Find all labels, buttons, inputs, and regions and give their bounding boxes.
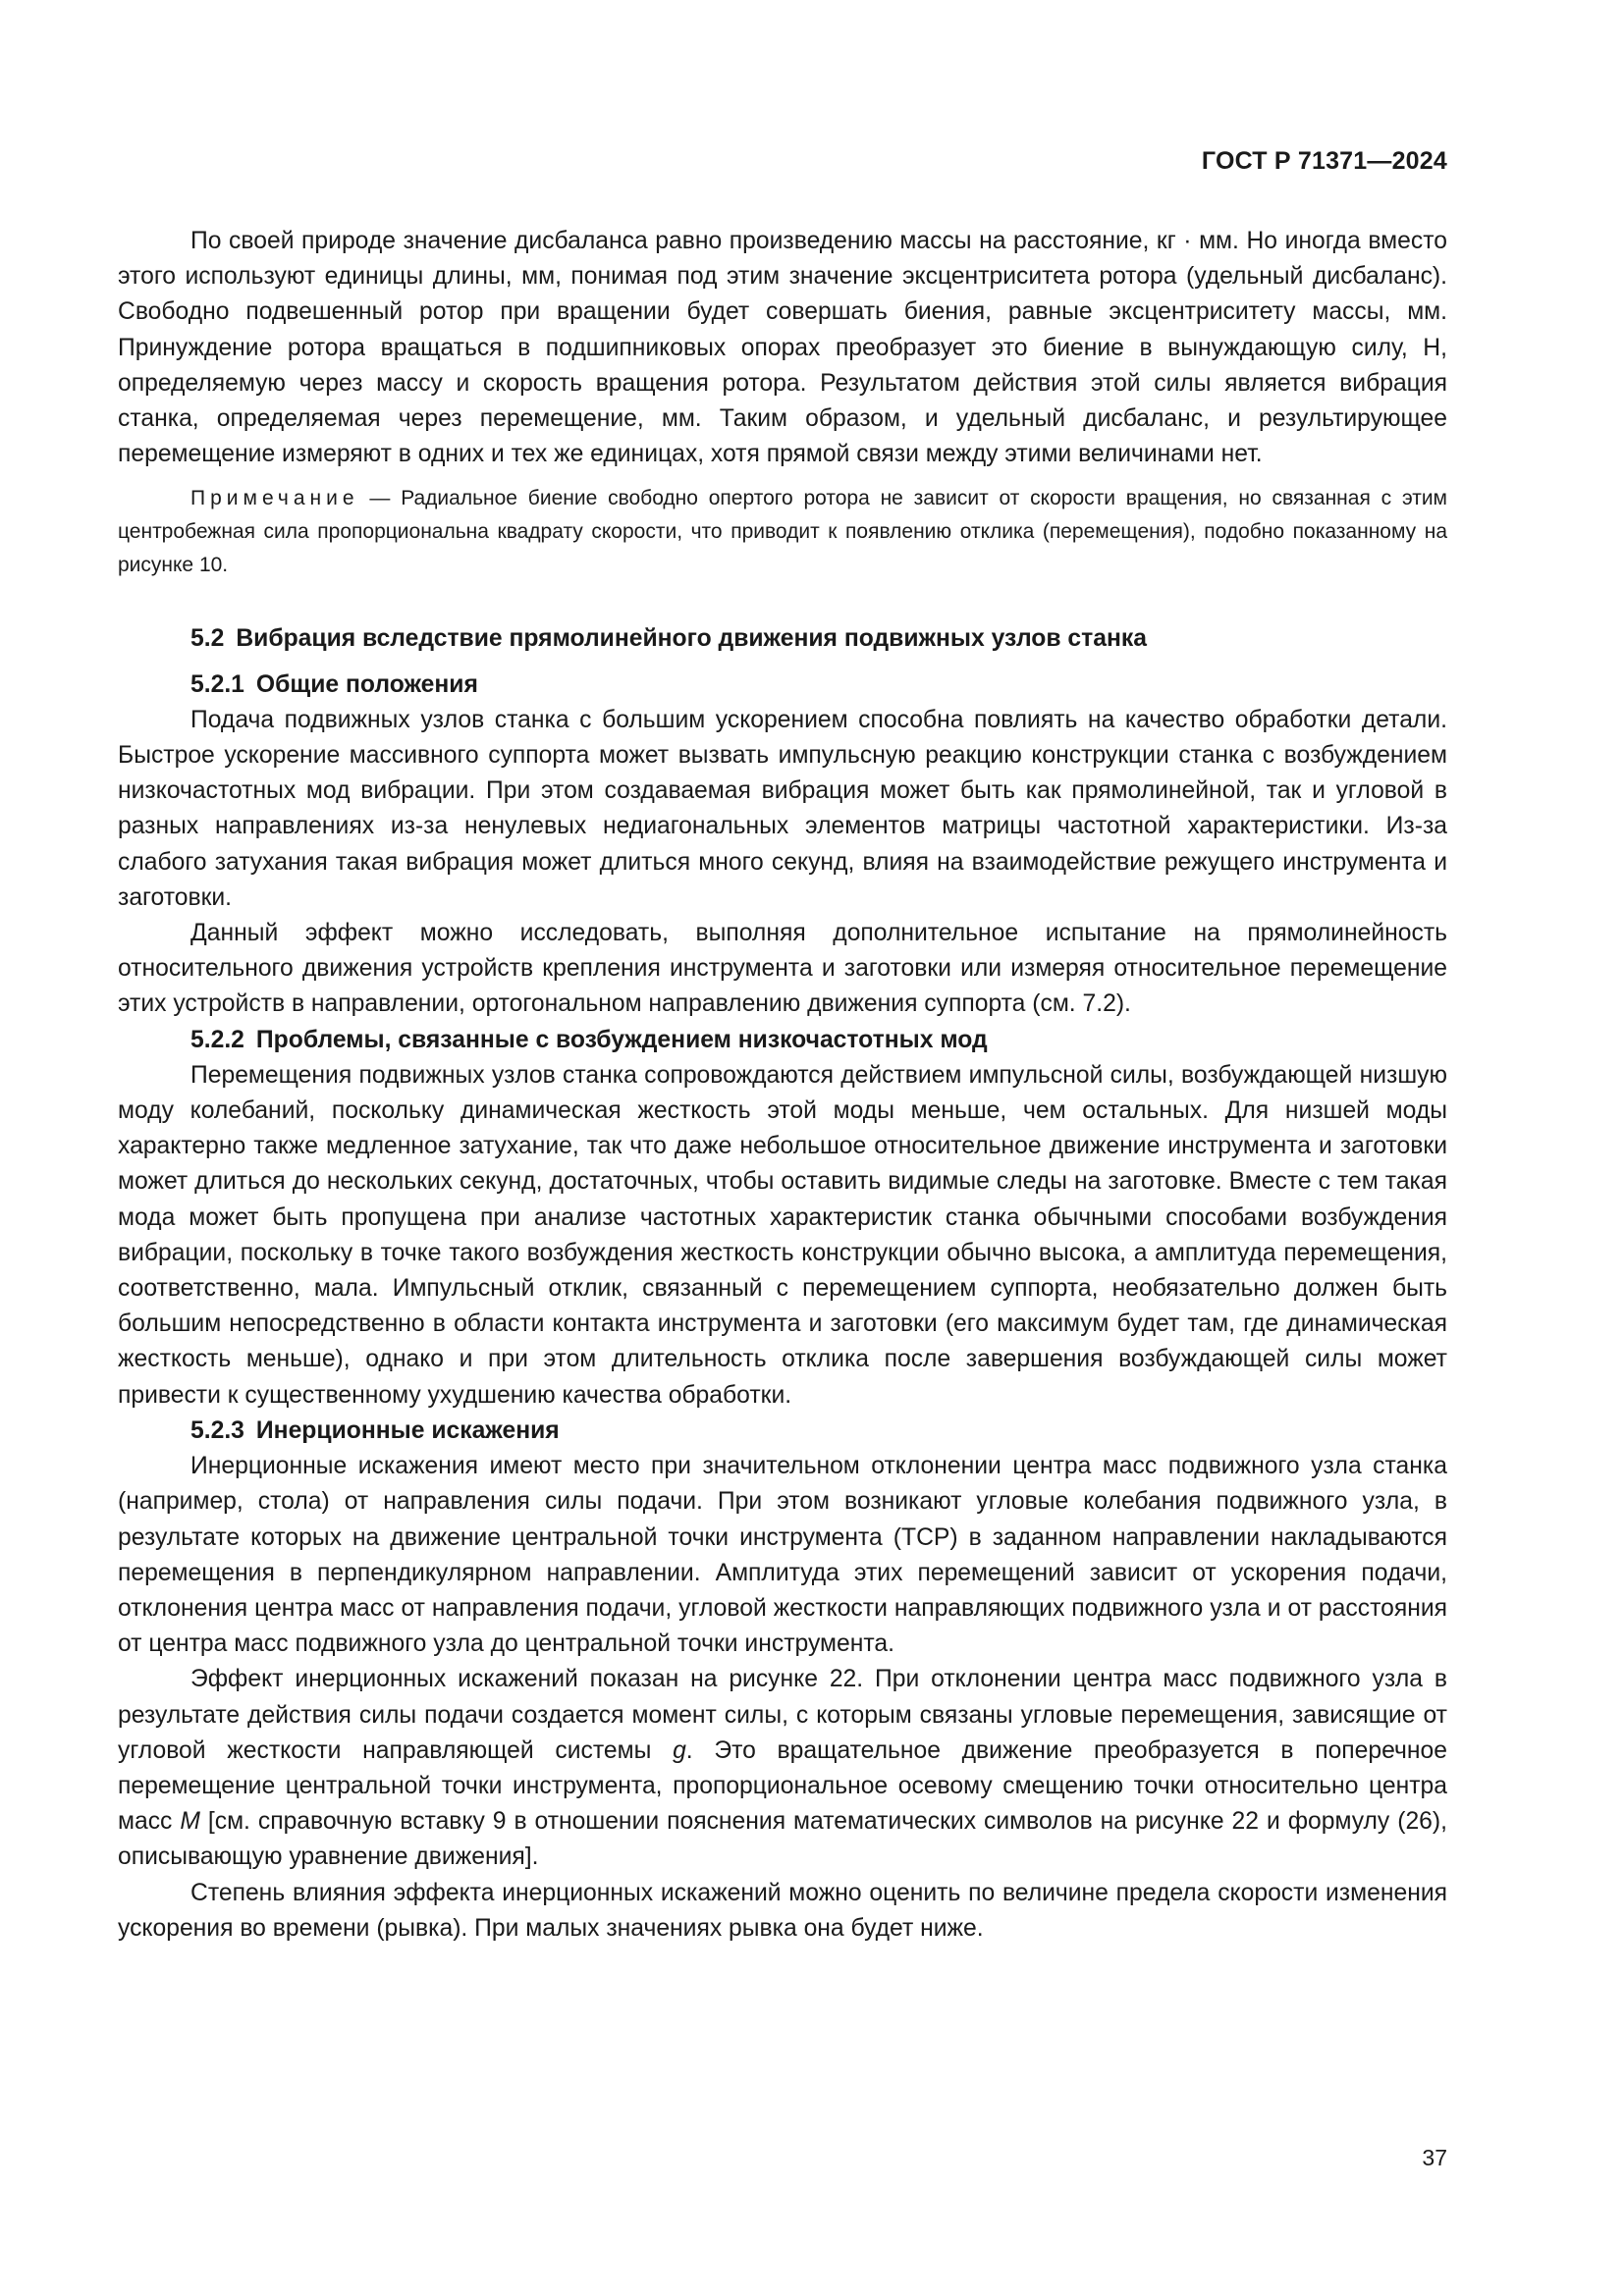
section-heading-5-2-3 — [118, 1414, 1447, 1449]
section-title: Проблемы, связанные с возбуждением низкочастотных мод — [255, 1026, 988, 1053]
section-number: 5.2.3 — [190, 1416, 244, 1444]
page-number: 37 — [1422, 2145, 1447, 2170]
standard-header: ГОСТ Р 71371—2024 — [1201, 147, 1447, 175]
section-number: 5.2.2 — [190, 1026, 244, 1053]
section-number: 5.2.1 — [190, 670, 244, 698]
paragraph-effect-investigation: Данный эффект можно исследовать, выполняя дополнительное испытание на прямолинейность относительного движения устройств крепления инструмента и заготовки или измеряя относительное перемещение этих устройств в направлении, ортогональном направлению движения суппорта (см. 7.2). — [118, 920, 1447, 1018]
paragraph-fast-acceleration: Подача подвижных узлов станка с большим ускорением способна повлиять на качество обработки детали. Быстрое ускорение массивного суппорта может вызвать импульсную реакцию конструкции станка с возбуждением низкочастотных мод вибрации. При этом создаваемая вибрация может быть как прямолинейной, так и угловой в разных направлениях из-за ненулевых недиагональных элементов матрицы частотной характеристики. Из-за слабого затухания такая вибрация может длиться много секунд, влияя на взаимодействие режущего инструмента и заготовки. — [118, 706, 1447, 911]
section-heading-5-2-1 — [118, 667, 1447, 703]
text-segment: [см. справочную вставку 9 в отношении пояснения математических символов на рисунке 22 и формулу (26), описывающую уравнение движения]. — [118, 1808, 1447, 1871]
section-title: Вибрация вследствие прямолинейного движения подвижных узлов станка — [236, 625, 1147, 653]
text-segment: Эффект инерционных искажений показан на рисунке 22. При отклонении центра масс подвижного узла в результате действия силы подачи создается момент силы, с которым связаны угловые перемещения, зависящие от угловой жесткости направляющей системы — [118, 1666, 1447, 1764]
section-title: Инерционные искажения — [255, 1416, 560, 1444]
symbol-M: M — [180, 1808, 200, 1836]
note-text: — Радиальное биение свободно опертого ротора не зависит от скорости вращения, но связанная с этим центробежная сила пропорциональна квадрату скорости, что приводит к появлению отклика (перемещения), подобно показанному на рисунке 10. — [118, 487, 1447, 577]
paragraph-inertial-distortions: Инерционные искажения имеют место при значительном отклонении центра масс подвижного узла станка (например, стола) от направления силы подачи. При этом возникают угловые колебания подвижного узла, в результате которых на движение центральной точки инструмента (TCP) в заданном направлении накладываются перемещения в перпендикулярном направлении. Амплитуда этих перемещений зависит от ускорения подачи, отклонения центра масс от направления подачи, угловой жесткости направляющих подвижного узла и от расстояния от центра масс подвижного узла до центральной точки инструмента. — [118, 1453, 1447, 1658]
paragraph-jerk-estimation: Степень влияния эффекта инерционных искажений можно оценить по величине предела скорости изменения ускорения во времени (рывка). При малых значениях рывка она будет ниже. — [118, 1879, 1447, 1942]
paragraph-inertial-effect-figure — [118, 1662, 1447, 1875]
text-segment: . Это вращательное движение преобразуется в поперечное перемещение центральной точки инструмента, пропорциональное осевому смещению точки относительно центра масс — [118, 1736, 1447, 1836]
note-paragraph — [118, 482, 1447, 582]
section-title: Общие положения — [255, 670, 478, 698]
symbol-g: g — [673, 1736, 686, 1764]
page-content — [118, 224, 1447, 1947]
note-label: Примечание — [190, 487, 359, 510]
section-number: 5.2 — [190, 625, 225, 653]
paragraph-low-frequency-modes: Перемещения подвижных узлов станка сопровождаются действием импульсной силы, возбуждающей низшую моду колебаний, поскольку динамическая жесткость этой моды меньше, чем остальных. Для низшей моды характерно также медленное затухание, так что даже небольшое относительное движение инструмента и заготовки может длиться до нескольких секунд, достаточных, чтобы оставить видимые следы на заготовке. Вместе с тем такая мода может быть пропущена при анализе частотных характеристик станка обычными способами возбуждения вибрации, поскольку в точке такого возбуждения жесткость конструкции обычно высока, а амплитуда перемещения, соответственно, мала. Импульсный отклик, связанный с перемещением суппорта, необязательно должен быть большим непосредственно в области контакта инструмента и заготовки (его максимум будет там, где динамическая жесткость меньше), однако и при этом длительность отклика после завершения возбуждающей силы может привести к существенному ухудшению качества обработки. — [118, 1061, 1447, 1409]
paragraph-imbalance: По своей природе значение дисбаланса равно произведению массы на расстояние, кг · мм. Но иногда вместо этого используют единицы длины, мм, понимая под этим значение эксцентриситета ротора (удельный дисбаланс). Свободно подвешенный ротор при вращении будет совершать биения, равные эксцентриситету массы, мм. Принуждение ротора вращаться в подшипниковых опорах преобразует это биение в вынуждающую силу, Н, определяемую через массу и скорость вращения ротора. Результатом действия этой силы является вибрация станка, определяемая через перемещение, мм. Таким образом, и удельный дисбаланс, и результирующее перемещение измеряют в одних и тех же единицах, хотя прямой связи между этими величинами нет. — [118, 228, 1447, 468]
section-heading-5-2-2 — [118, 1023, 1447, 1058]
section-heading-5-2 — [118, 621, 1447, 657]
